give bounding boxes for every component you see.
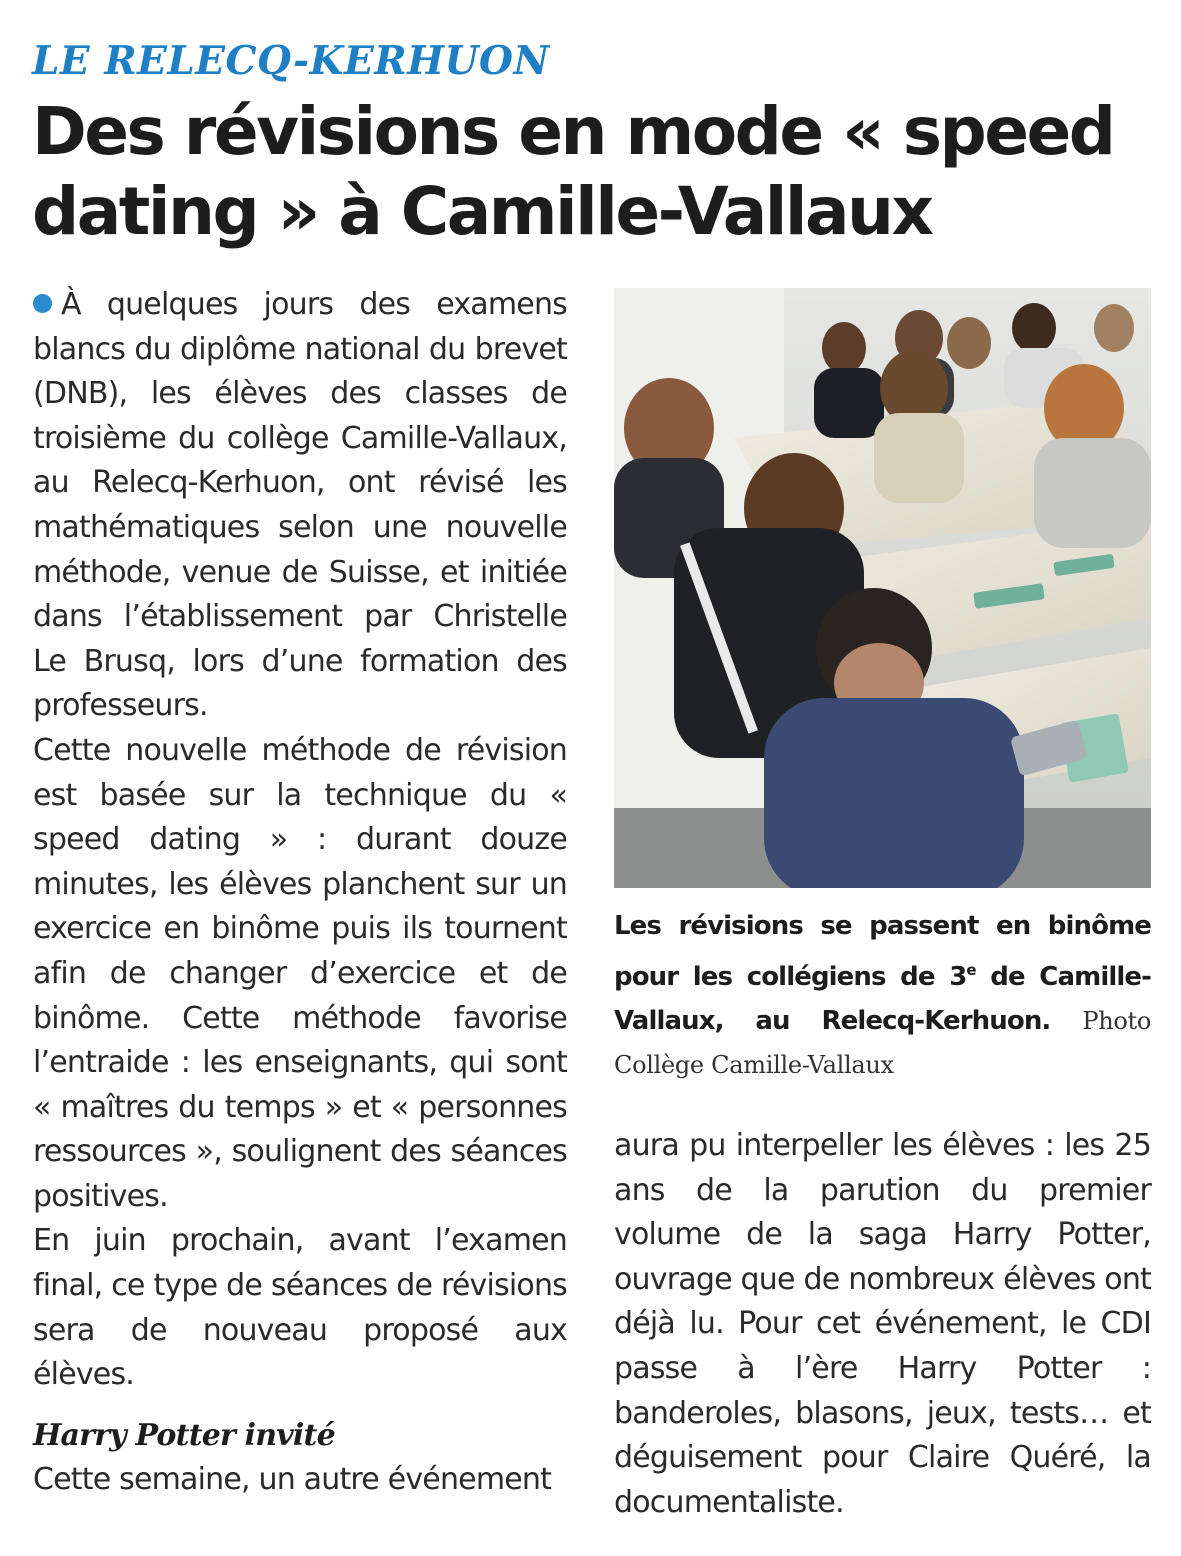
paragraph-4-start: Cette semaine, un autre événement — [33, 1461, 552, 1497]
caption-text-a: Les révisions se passent en binôme pour les collégiens de 3 — [614, 911, 1151, 992]
right-column — [614, 1124, 1151, 1525]
section-kicker: LE RELECQ-KERHUON — [32, 38, 550, 84]
classroom-photo-illustration — [614, 288, 1151, 888]
left-column — [33, 283, 567, 1502]
photo-caption — [614, 904, 1151, 1087]
paragraph-1-text: À quelques jours des examens blancs du diplôme national du brevet (DNB), les élèves des classes de troisième du collège Camille-Vallaux, au Relecq-Kerhuon, ont révisé les mathématiques selon une nouvelle méthode, venue de Suisse, et initiée dans l’établissement par Christelle Le Brusq, lors d’une formation des professeurs. — [33, 287, 567, 724]
article-photo — [614, 288, 1151, 888]
article-headline: Des révisions en mode « speed dating » à Camille-Vallaux — [32, 93, 1114, 250]
paragraph-3: En juin prochain, avant l’examen final, ce type de séances de révisions sera de nouveau proposé aux élèves. — [33, 1223, 567, 1393]
bullet-dot-icon — [33, 294, 52, 313]
paragraph-4-continued: aura pu interpeller les élèves : les 25 ans de la parution du premier volume de la saga Harry Potter, ouvrage que de nombreux élèves ont déjà lu. Pour cet événement, le CDI passe à l’ère Harry Potter : banderoles, blasons, jeux, tests… et déguisement pour Claire Quéré, la documentaliste. — [614, 1128, 1151, 1520]
subheading: Harry Potter invité — [33, 1417, 335, 1453]
caption-text — [614, 911, 1151, 1036]
caption-text-b: de Camille-Vallaux, au Relecq-Kerhuon. — [614, 962, 1151, 1036]
paragraph-2: Cette nouvelle méthode de révision est basée sur la technique du « speed dating » : durant douze minutes, les élèves planchent sur un exercice en binôme puis ils tournent afin de changer d’exercice et de binôme. Cette méthode favorise l’entraide : les enseignants, qui sont « maîtres du temps » et « personnes ressources », soulignent des séances positives. — [33, 732, 567, 1214]
photo-credit: Photo Collège Camille-Vallaux — [614, 1007, 1151, 1079]
paragraph-1 — [33, 283, 567, 729]
caption-superscript: e — [966, 961, 976, 979]
